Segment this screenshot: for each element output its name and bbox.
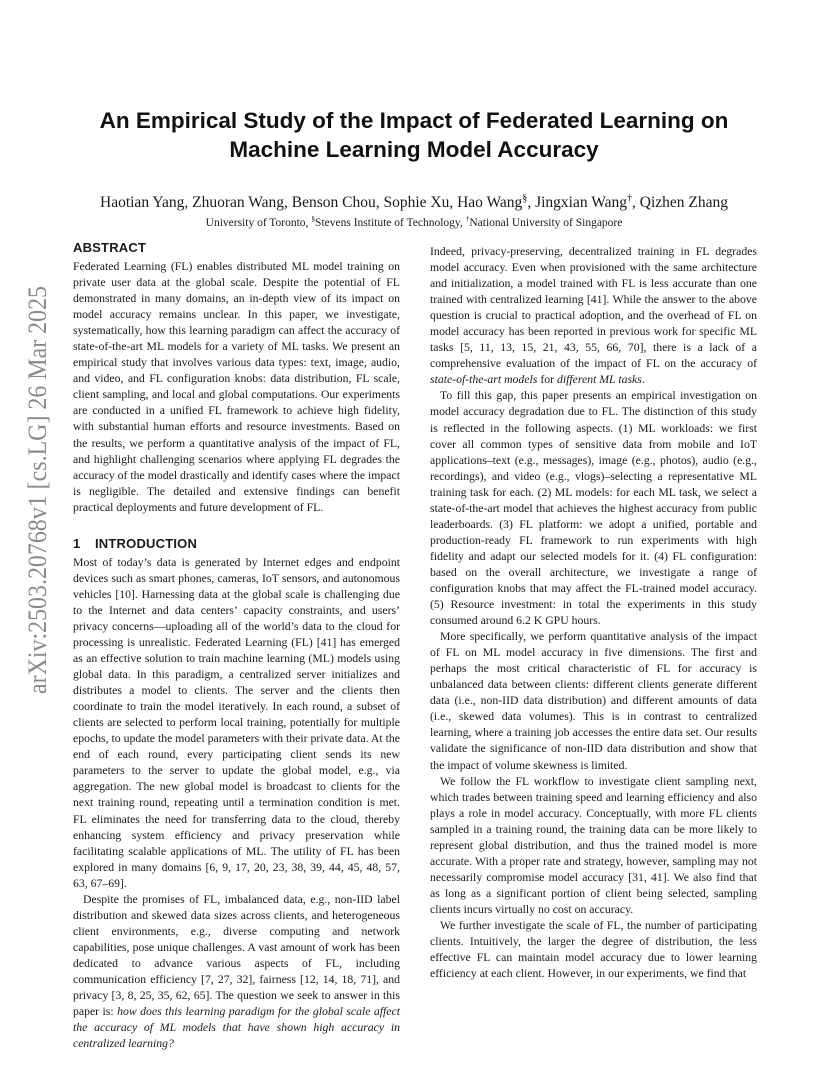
author-sup-1: § <box>522 192 528 204</box>
intro-paragraph-6: We further investigate the scale of FL, the number of participating clients. Intuitively, the larger the degree of distribution, the less effective FL can maintain model accuracy due to lower learning efficiency at each client. However, in our experiments, we find that <box>430 918 757 981</box>
author-sup-2: † <box>626 192 632 204</box>
left-column <box>73 240 400 1052</box>
right-column <box>430 244 757 982</box>
affil-sup-1: § <box>311 214 316 224</box>
intro-paragraph-4: More specifically, we perform quantitative analysis of the impact of FL on ML model accuracy in five dimensions. The first and perhaps the most critical characteristic of FL for accuracy is unbalanced data between clients: different clients generate different data (i.e., non-IID data distribution) and different amounts of data (i.e., skewed data volumes). This is in contrast to centralized learning, where a training job accesses the entire data set. Our results validate the significance of non-IID data distribution and show that the impact of volume skewness is limited. <box>430 630 757 772</box>
authors-mid: , Jingxian Wang <box>527 194 627 211</box>
authors-main: Haotian Yang, Zhuoran Wang, Benson Chou, Sophie Xu, Hao Wang <box>100 194 523 211</box>
abstract-heading: ABSTRACT <box>73 240 147 255</box>
affiliations <box>40 216 788 231</box>
section-title: INTRODUCTION <box>95 535 198 551</box>
intro-p2-text: Despite the promises of FL, imbalanced data, e.g., non-IID label distribution and skewed data sizes across clients, and heterogeneous client environments, e.g., diverse computing and network capabilities, pose unique challenges. A vast amount of work has been dedicated to advance various aspects of FL, including communication efficiency [7, 27, 32], fairness [12, 14, 18, 71], and privacy [3, 8, 25, 35, 62, 65]. The question we seek to answer in this paper is: <box>73 892 400 1019</box>
author-list <box>40 193 788 213</box>
intro-p2-end: . <box>641 373 645 387</box>
research-question: how does this learning paradigm for the global scale affect the accuracy of ML models that have shown high accuracy in centralized learning? <box>73 1005 400 1051</box>
intro-p2-mid: for <box>537 373 557 387</box>
affil-3: National University of Singapore <box>469 217 623 229</box>
affil-2: Stevens Institute of Technology, <box>315 217 466 229</box>
emph-tasks: different ML tasks <box>556 373 642 387</box>
arxiv-id: arXiv:2503.20768v1 [cs.LG] 26 Mar 2025 <box>22 285 52 694</box>
intro-p2-cont: Indeed, privacy-preserving, decentralized training in FL degrades model accuracy. Even when provisioned with the same architecture and initialization, a model trained with FL is less accurate than one trained with centralized learning [41]. While the answer to the above question is crucial to practical adoption, and the overhead of FL on model accuracy has been reported in previous work for specific ML tasks [5, 11, 13, 15, 21, 43, 55, 66, 70], there is a lack of a comprehensive evaluation of the impact of FL on the accuracy of <box>430 245 757 371</box>
intro-paragraph-2 <box>73 892 400 1052</box>
intro-paragraph-3: To fill this gap, this paper presents an empirical investigation on model accuracy degradation due to FL. The distinction of this study is reflected in the following aspects. (1) ML workloads: we first cover all common types of sensitive data from mobile and IoT applications–text (e.g., messages), image (e.g., photos), audio (e.g., recordings), and video (e.g., vlogs)–selecting a representative ML training task for each. (2) ML models: for each ML task, we select a state-of-the-art model that achieves the highest accuracy from public leaderboards. (3) FL platform: we adopt a unified, portable and production-ready FL framework to run experiments with high fidelity and adapt our selected models for it. (4) FL configuration: based on the overall architecture, we investigate a range of configuration knobs that may affect the FL-trained model accuracy. (5) Resource investment: in total the experiments in this study consumed around 6.2 K GPU hours. <box>430 389 757 628</box>
emph-sota: state-of-the-art models <box>430 373 538 387</box>
intro-paragraph-2-cont <box>430 244 757 388</box>
intro-paragraph-5: We follow the FL workflow to investigate client sampling next, which trades between training speed and learning efficiency and also plays a role in model accuracy. Conceptually, with more FL clients sampled in a training round, the training data can be more likely to represent global distribution, and thus the trained model is more accurate. With a proper rate and strategy, however, sampling may not necessarily compromise model accuracy [31, 41]. We also find that as long as a significant portion of client being selected, sampling clients incurs virtually no cost on accuracy. <box>430 774 757 916</box>
abstract-text: Federated Learning (FL) enables distributed ML model training on private user data at the global scale. Despite the potential of FL demonstrated in many domains, an in-depth view of its impact on model accuracy remains unclear. In this paper, we investigate, systematically, how this learning paradigm can affect the accuracy of state-of-the-art ML models for a variety of ML tasks. We present an empirical study that involves various data types: text, image, audio, and video, and FL configuration knobs: data distribution, FL scale, client sampling, and local and global computations. Our experiments are conducted in a unified FL framework to achieve high fidelity, with substantial human efforts and resource investments. Based on the results, we perform a quantitative analysis of the impact of FL, and highlight challenging scenarios where applying FL degrades the accuracy of the model drastically and identify cases where the impact is negligible. The detailed and extensive findings can benefit practical deployments and future development of FL. <box>73 260 400 514</box>
affil-1: University of Toronto, <box>205 217 312 229</box>
section-number: 1 <box>73 535 81 551</box>
authors-tail: , Qizhen Zhang <box>632 194 728 211</box>
intro-paragraph-1: Most of today’s data is generated by Internet edges and endpoint devices such as smart phones, cameras, IoT sensors, and autonomous vehicles [10]. Harnessing data at the global scale is challenging due to the Internet and data centers’ capacity constraints, and users’ privacy concerns—uploading all of the world’s data to the cloud for processing is unrealistic. Federated Learning (FL) [41] has emerged as an effective solution to train machine learning (ML) models using global data. In this paradigm, a centralized server initializes and distributes a model to clients. The server and the clients then coordinate to train the model iteratively. In each round, a subset of clients are selected to perform local training, potentially for multiple epochs, to update the model parameters with their private data. At the end of each round, every participating client sends its new parameters to the server to update the global model, e.g., via aggregation. The new global model is broadcast to clients for the next training round, repeating until a termination condition is met. FL eliminates the need for transferring data to the cloud, thereby enhancing system efficiency and privacy preservation while facilitating scalable applications of ML. The utility of FL has been explored in many domains [6, 9, 17, 20, 23, 38, 39, 44, 45, 48, 57, 63, 67–69]. <box>73 555 400 890</box>
paper-title: An Empirical Study of the Impact of Federated Learning on Machine Learning Model Accuracy <box>99 108 729 162</box>
intro-heading <box>73 536 400 552</box>
affil-sup-2: † <box>465 214 470 224</box>
arxiv-stamp <box>20 285 56 695</box>
